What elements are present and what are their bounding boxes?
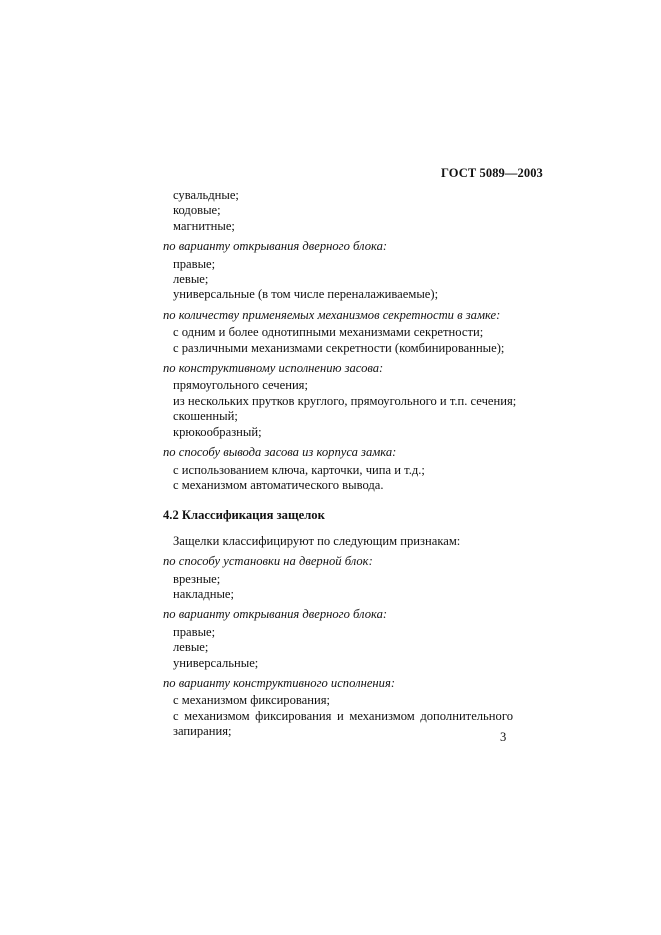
list-group-latch-opening [163, 607, 513, 671]
list-item: накладные; [173, 586, 235, 601]
list-item: с использованием ключа, карточки, чипа и т.д.; [173, 462, 425, 477]
list-item: универсальные; [173, 655, 259, 670]
list-item: с механизмом автоматического вывода. [173, 477, 384, 492]
list-item: магнитные; [173, 218, 235, 233]
list-item: прямоугольного сечения; [173, 378, 308, 393]
section-intro: Защелки классифицируют по следующим признакам: [173, 533, 461, 548]
list-item: с одним и более однотипными механизмами секретности; [173, 325, 484, 340]
list-item: крюкообразный; [173, 424, 262, 439]
criterion-heading: по количеству применяемых механизмов секретности в замке: [163, 307, 501, 322]
criterion-heading: по способу установки на дверной блок: [163, 554, 373, 569]
list-item: универсальные (в том числе переналаживаемые); [173, 287, 439, 302]
list-item: врезные; [173, 571, 221, 586]
section-title: 4.2 Классификация защелок [163, 508, 325, 523]
criterion-heading: по способу вывода засова из корпуса замка: [163, 445, 397, 460]
list-item: левые; [173, 640, 209, 655]
list-group-bolt-output [163, 445, 513, 493]
criterion-heading: по варианту открывания дверного блока: [163, 607, 388, 622]
list-item: правые; [173, 256, 216, 271]
list-item: правые; [173, 624, 216, 639]
list-group-bolt-design [163, 361, 517, 440]
criterion-heading: по варианту конструктивного исполнения: [163, 675, 396, 690]
list-item: кодовые; [173, 203, 221, 218]
criterion-heading: по варианту открывания дверного блока: [163, 239, 388, 254]
list-item: из нескольких прутков круглого, прямоугольного и т.п. сечения; [173, 393, 517, 408]
list-group-secrecy-count [163, 308, 513, 356]
list-group-latch-design [163, 676, 513, 740]
document-code-header: ГОСТ 5089—2003 [441, 166, 543, 180]
list-item: сувальдные; [173, 188, 239, 202]
list-item: с механизмом фиксирования и механизмом дополнительного запирания; [173, 708, 513, 739]
list-item: с механизмом фиксирования; [173, 693, 331, 708]
list-group-latch-installation [163, 554, 513, 602]
list-item: левые; [173, 272, 209, 287]
list-group-opening-variant [163, 239, 513, 303]
criterion-heading: по конструктивному исполнению засова: [163, 361, 384, 376]
page-number: 3 [500, 730, 507, 744]
list-item: с различными механизмами секретности (комбинированные); [173, 340, 505, 355]
document-body [163, 188, 517, 740]
list-item: скошенный; [173, 409, 238, 424]
list-group-lock-mechanisms [163, 188, 513, 234]
